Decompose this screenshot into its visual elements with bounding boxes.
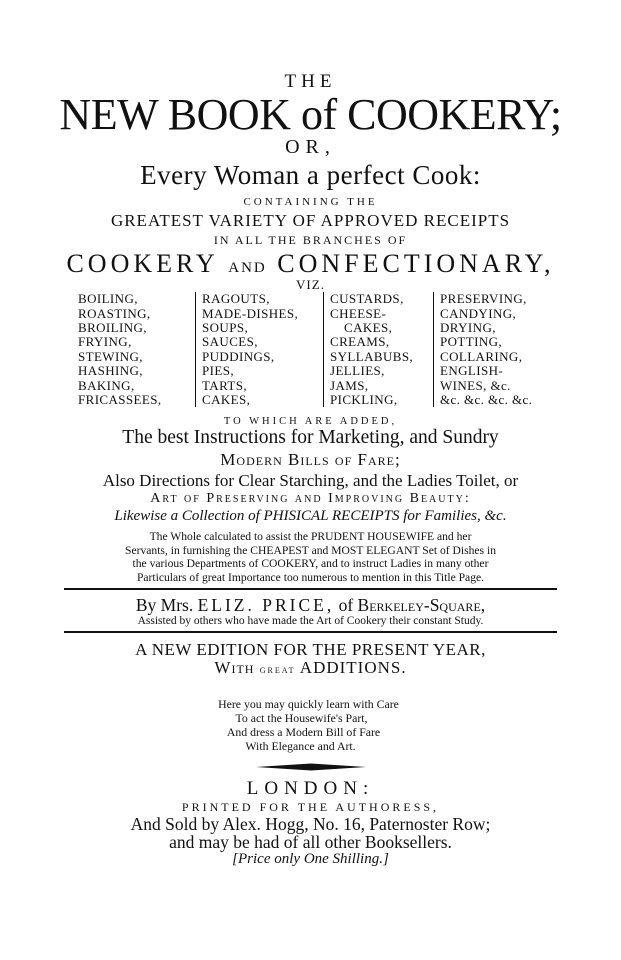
ornamental-rule — [256, 763, 366, 771]
list-item: COLLARING, — [440, 348, 523, 364]
description-line: the various Departments of COOKERY, and to instruct Ladies in many other — [132, 557, 489, 571]
verse-line: Here you may quickly learn with Care — [218, 697, 399, 712]
containing-line: CONTAINING THE — [243, 196, 378, 209]
list-item: CREAMS, — [330, 334, 390, 350]
list-item: PIES, — [202, 363, 234, 379]
and-word: AND — [228, 260, 267, 277]
author-place: Berkeley-Square, — [357, 594, 486, 615]
list-item: BOILING, — [78, 291, 138, 307]
list-item: BROILING, — [78, 320, 147, 336]
list-item: CUSTARDS, — [330, 291, 404, 307]
contents-column-4 — [433, 292, 555, 407]
list-item: ENGLISH- — [440, 363, 504, 379]
price-line: [Price only One Shilling.] — [232, 851, 389, 868]
list-item: JELLIES, — [330, 363, 385, 379]
contents-column-1 — [72, 292, 195, 407]
confectionary-word: CONFECTIONARY, — [277, 249, 555, 279]
divider-rule — [64, 631, 557, 633]
list-item: FRYING, — [78, 334, 132, 350]
subtitle: Every Woman a perfect Cook: — [140, 159, 481, 190]
list-item: CANDYING, — [440, 305, 517, 321]
list-item: JAMS, — [330, 377, 369, 393]
list-item: DRYING, — [440, 320, 496, 336]
with-word: With — [214, 658, 255, 678]
list-item: FRICASSEES, — [78, 392, 162, 408]
of-word: of — [338, 594, 354, 615]
description-line: Servants, in furnishing the CHEAPEST and MOST ELEGANT Set of Dishes in — [125, 543, 496, 557]
list-item: POTTING, — [440, 334, 503, 350]
additions-word: ADDITIONS. — [299, 658, 407, 678]
verse-line: With Elegance and Art. — [245, 739, 356, 754]
author-name: ELIZ. PRICE, — [197, 594, 335, 615]
description-line: The Whole calculated to assist the PRUDENT HOUSEWIFE and her — [149, 530, 472, 544]
author-line — [0, 596, 621, 614]
list-item: SAUCES, — [202, 334, 258, 350]
cookery-word: COOKERY — [66, 249, 218, 279]
booksellers-line: and may be had of all other Booksellers. — [169, 832, 452, 853]
new-edition-line: A NEW EDITION FOR THE PRESENT YEAR, — [135, 639, 486, 659]
great-word: great — [259, 662, 296, 677]
cookery-confectionary-line — [0, 250, 621, 277]
verse-line: And dress a Modern Bill of Fare — [226, 725, 381, 740]
verse-line: To act the Housewife's Part, — [235, 711, 368, 726]
list-item: SYLLABUBS, — [330, 348, 414, 364]
branches-line: IN ALL THE BRANCHES OF — [213, 232, 408, 247]
or-line: OR, — [285, 135, 336, 158]
physical-receipts-line: Likewise a Collection of PHISICAL RECEIPTS for Families, &c. — [114, 508, 507, 525]
divider-rule — [64, 588, 557, 590]
variety-line: GREATEST VARIETY OF APPROVED RECEIPTS — [110, 210, 511, 230]
printed-line: PRINTED FOR THE AUTHORESS, — [181, 800, 440, 815]
list-item: CAKES, — [202, 392, 251, 408]
list-item: MADE-DISHES, — [202, 305, 299, 321]
list-item: WINES, &c. — [440, 377, 511, 393]
contents-columns — [0, 292, 621, 407]
description-line: Particulars of great Importance too numerous to mention in this Title Page. — [136, 570, 485, 584]
instructions-line: The best Instructions for Marketing, and Sundry — [122, 427, 499, 449]
list-item: CAKES, — [344, 320, 393, 336]
beauty-line: Art of Preserving and Improving Beauty: — [150, 490, 471, 506]
sold-line: And Sold by Alex. Hogg, No. 16, Paternoster Row; — [130, 813, 491, 834]
assisted-line: Assisted by others who have made the Art of Cookery their constant Study. — [137, 614, 484, 627]
contents-column-3 — [323, 292, 433, 407]
list-item: &c. &c. &c. &c. — [440, 392, 533, 408]
list-item: CHEESE- — [330, 305, 387, 321]
list-item: BAKING, — [78, 377, 135, 393]
main-title: NEW BOOK of COOKERY; — [59, 89, 562, 139]
with-additions-line — [0, 659, 621, 677]
added-line: TO WHICH ARE ADDED, — [223, 416, 398, 428]
bills-of-fare-line: Modern Bills of Fare; — [220, 449, 401, 469]
viz-line: VIZ. — [296, 276, 325, 292]
list-item: HASHING, — [78, 363, 143, 379]
the-line: THE — [284, 71, 337, 92]
london-line: LONDON: — [246, 778, 375, 800]
list-item: PRESERVING, — [440, 291, 527, 307]
description-paragraph — [0, 530, 621, 584]
list-item: PUDDINGS, — [202, 348, 275, 364]
list-item: RAGOUTS, — [202, 291, 270, 307]
list-item: TARTS, — [202, 377, 247, 393]
list-item: ROASTING, — [78, 305, 151, 321]
contents-column-2 — [195, 292, 323, 407]
starching-line: Also Directions for Clear Starching, and the Ladies Toilet, or — [102, 470, 519, 490]
list-item: SOUPS, — [202, 320, 249, 336]
list-item: PICKLING, — [330, 392, 398, 408]
verse-block — [0, 697, 621, 753]
list-item: STEWING, — [78, 348, 143, 364]
by-word: By Mrs. — [135, 594, 194, 615]
